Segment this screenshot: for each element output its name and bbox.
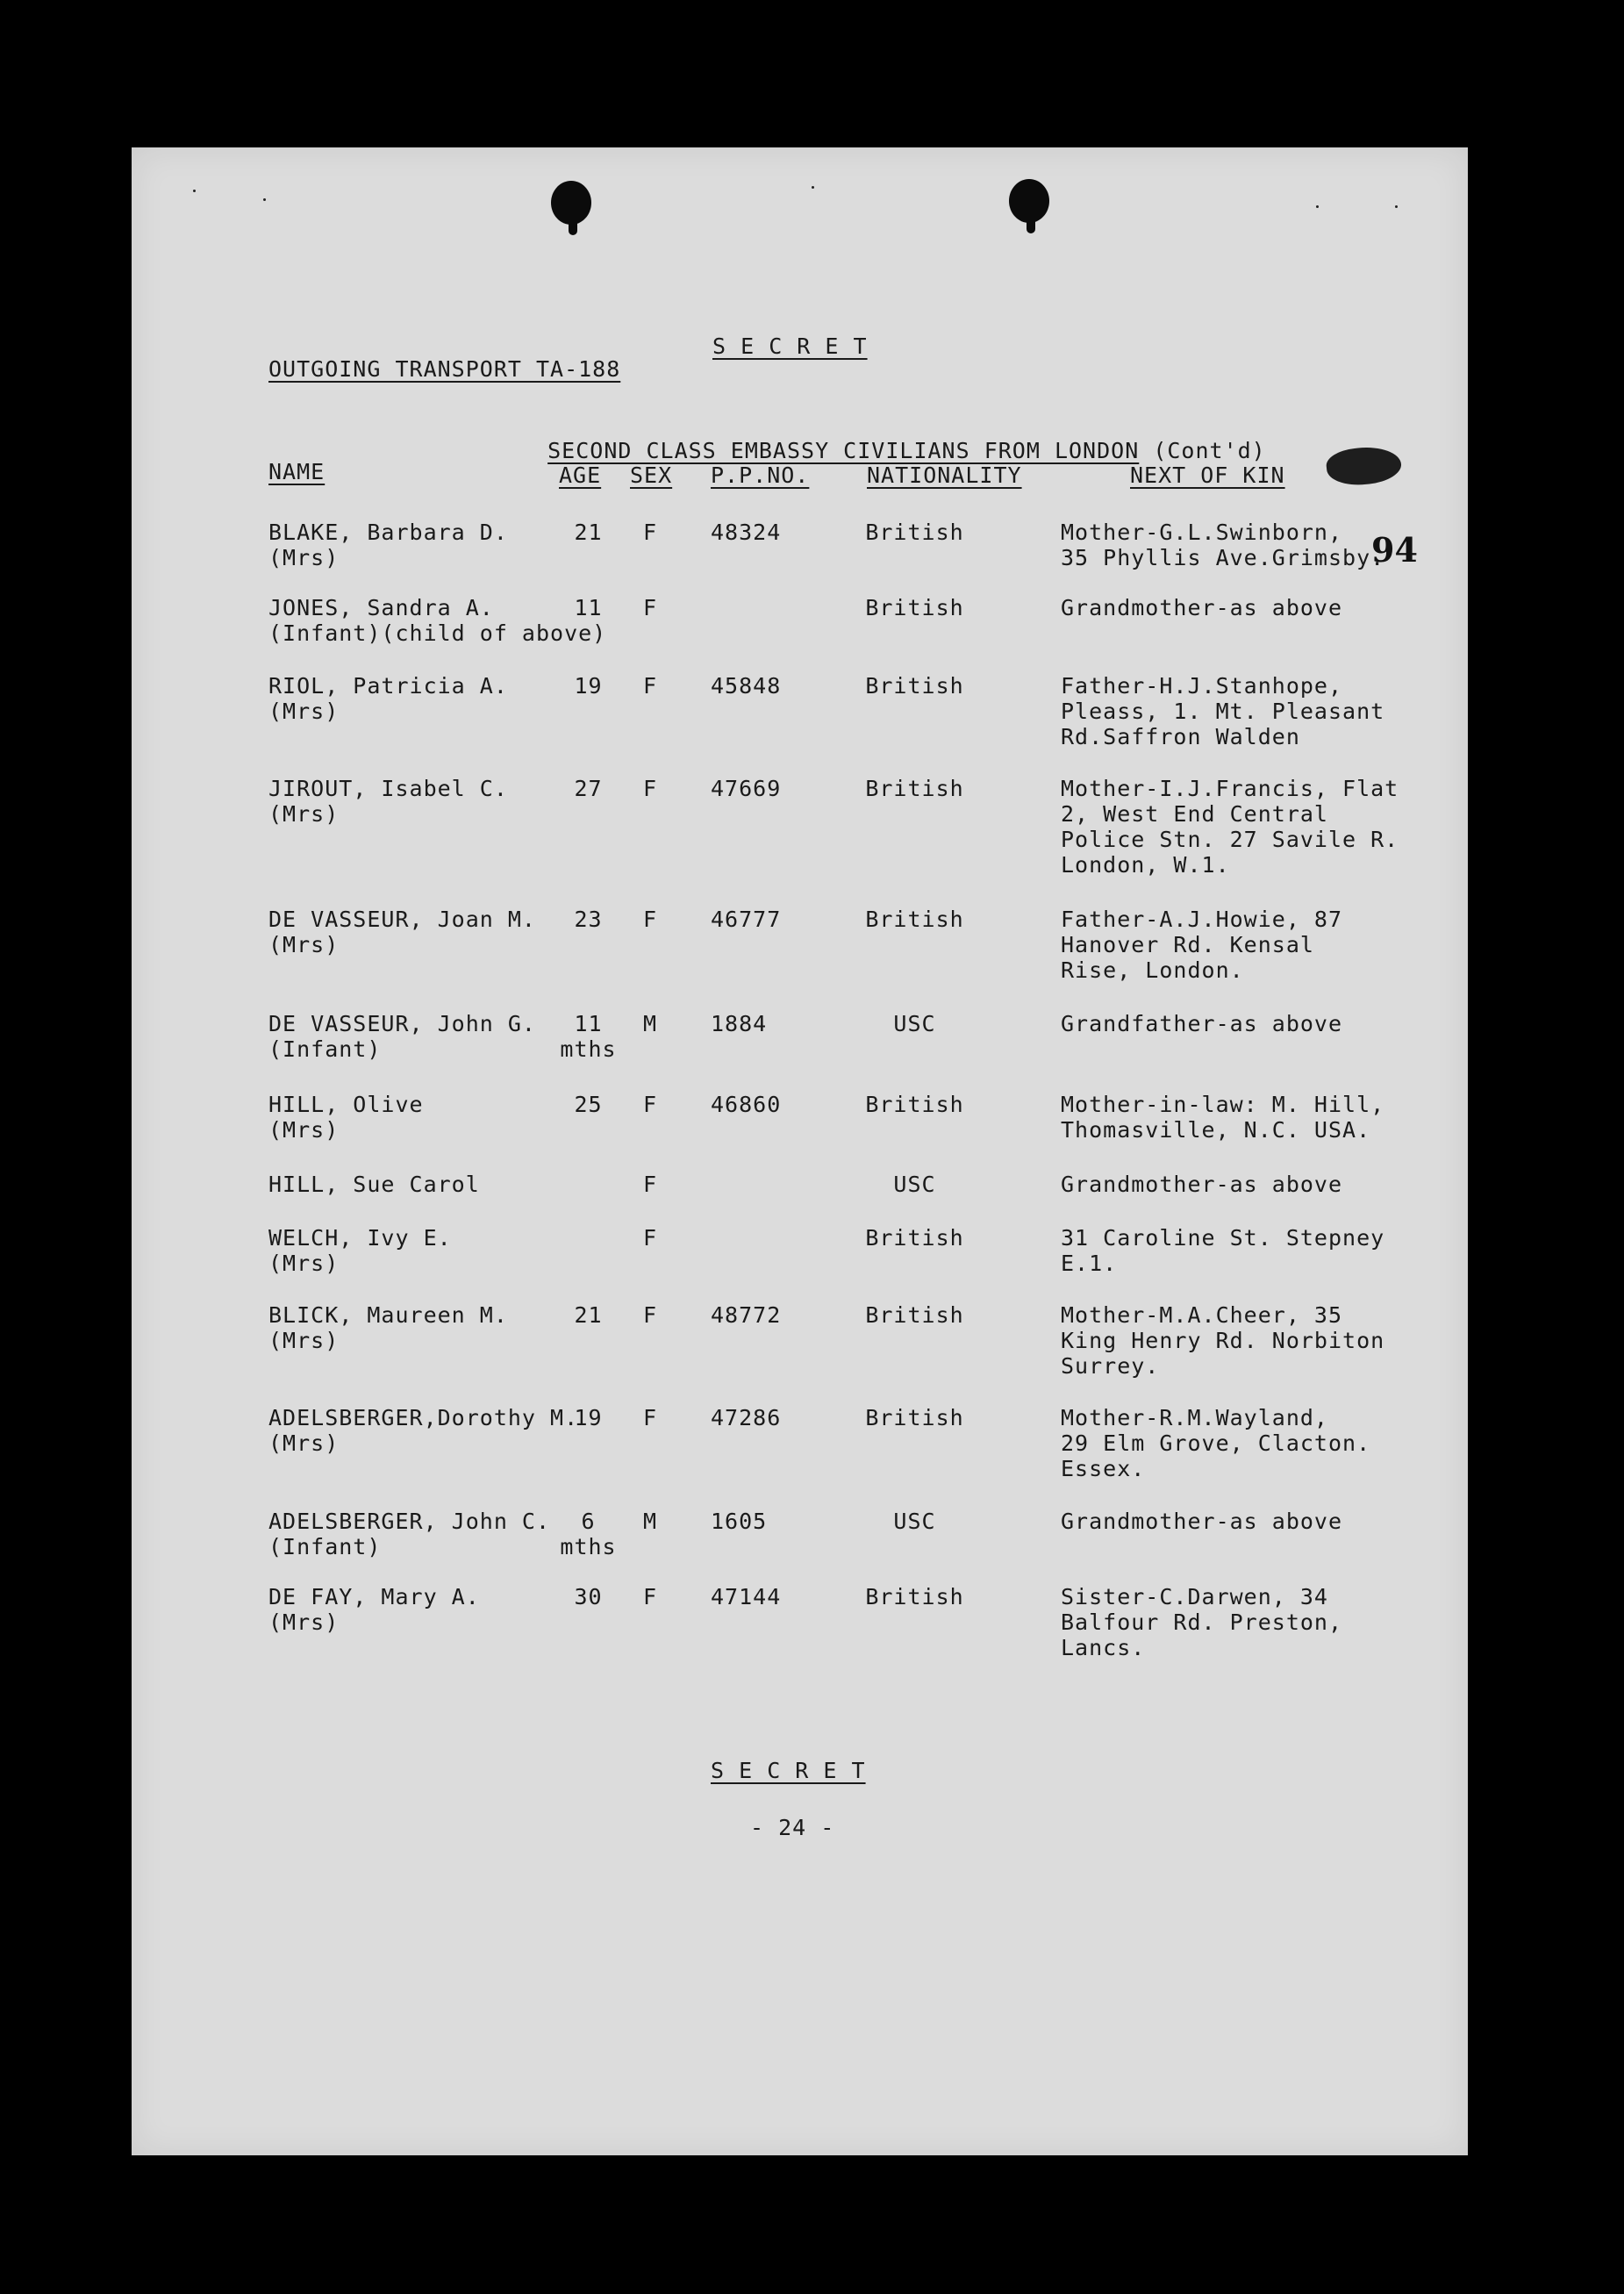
- cell-nationality: British: [865, 1302, 964, 1328]
- cell-line: (Mrs): [268, 545, 340, 570]
- cell-nationality: British: [865, 673, 964, 699]
- cell-line: 21: [574, 1302, 603, 1328]
- cell-name: [268, 673, 508, 724]
- cell-line: HILL, Olive: [268, 1092, 424, 1117]
- cell-line: Lancs.: [1061, 1635, 1146, 1660]
- cell-line: (Mrs): [268, 801, 340, 827]
- cell-name: [268, 1011, 536, 1062]
- cell-line: JONES, Sandra A.: [268, 595, 494, 620]
- header-sex: SEX: [630, 462, 673, 488]
- cell-next-of-kin: [1061, 520, 1384, 570]
- cell-line: Essex.: [1061, 1456, 1146, 1481]
- cell-pp-no: 47286: [711, 1405, 782, 1430]
- cell-line: RIOL, Patricia A.: [268, 673, 508, 699]
- speck: [812, 186, 814, 189]
- cell-line: (Mrs): [268, 699, 340, 724]
- cell-line: DE FAY, Mary A.: [268, 1584, 480, 1609]
- speck: [263, 198, 266, 201]
- cell-line: 6: [581, 1509, 596, 1534]
- cell-line: (Mrs): [268, 1328, 340, 1353]
- header-nationality: NATIONALITY: [867, 462, 1022, 488]
- cell-sex: F: [642, 1405, 658, 1430]
- cell-line: ADELSBERGER, John C.: [268, 1509, 551, 1534]
- cell-nationality: USC: [893, 1509, 936, 1534]
- speck: [193, 190, 196, 192]
- cell-line: (Mrs): [268, 1117, 340, 1143]
- cell-pp-no: 46777: [711, 907, 782, 932]
- cell-line: Pleass, 1. Mt. Pleasant: [1061, 699, 1385, 724]
- cell-name: [268, 776, 508, 827]
- cell-line: 35 Phyllis Ave.Grimsby.: [1061, 545, 1385, 570]
- cell-line: London, W.1.: [1061, 852, 1230, 878]
- cell-name: [268, 520, 508, 570]
- cell-next-of-kin: [1061, 1302, 1384, 1379]
- cell-line: 27: [574, 776, 603, 801]
- cell-name: [268, 1509, 550, 1559]
- cell-sex: F: [642, 595, 658, 620]
- cell-sex: F: [642, 907, 658, 932]
- cell-line: (Mrs): [268, 932, 340, 957]
- cell-nationality: British: [865, 776, 964, 801]
- cell-line: 11: [574, 1011, 603, 1036]
- cell-line: (Infant): [268, 1036, 382, 1062]
- cell-pp-no: 1605: [711, 1509, 768, 1534]
- cell-next-of-kin: [1061, 1172, 1342, 1197]
- cell-line: Rd.Saffron Walden: [1061, 724, 1300, 749]
- cell-line: Grandfather-as above: [1061, 1011, 1343, 1036]
- cell-next-of-kin: [1061, 1011, 1342, 1036]
- cell-age: [551, 673, 626, 699]
- page-number: - 24 -: [750, 1815, 835, 1840]
- cell-next-of-kin: [1061, 1225, 1384, 1276]
- cell-pp-no: 48324: [711, 520, 782, 545]
- cell-age: [551, 1584, 626, 1609]
- cell-line: Police Stn. 27 Savile R.: [1061, 827, 1399, 852]
- classification-header: S E C R E T: [712, 333, 868, 359]
- cell-line: Grandmother-as above: [1061, 1509, 1343, 1534]
- cell-line: Mother-in-law: M. Hill,: [1061, 1092, 1385, 1117]
- cell-sex: F: [642, 1584, 658, 1609]
- cell-nationality: British: [865, 1092, 964, 1117]
- cell-line: Hanover Rd. Kensal: [1061, 932, 1314, 957]
- cell-line: BLAKE, Barbara D.: [268, 520, 508, 545]
- cell-line: Grandmother-as above: [1061, 1172, 1343, 1197]
- punch-hole-right: [1009, 179, 1049, 223]
- cell-line: DE VASSEUR, Joan M.: [268, 907, 536, 932]
- cell-pp-no: 1884: [711, 1011, 768, 1036]
- folio-stamp-number: 94: [1371, 530, 1418, 570]
- cell-age: [551, 520, 626, 545]
- cell-line: 19: [574, 673, 603, 699]
- cell-next-of-kin: [1061, 907, 1342, 983]
- cell-pp-no: 46860: [711, 1092, 782, 1117]
- cell-sex: F: [642, 1302, 658, 1328]
- speck: [1316, 205, 1319, 208]
- cell-next-of-kin: [1061, 1092, 1384, 1143]
- cell-nationality: British: [865, 520, 964, 545]
- cell-line: Mother-R.M.Wayland,: [1061, 1405, 1328, 1430]
- cell-name: [268, 1405, 578, 1456]
- cell-sex: M: [642, 1011, 658, 1036]
- header-age: AGE: [559, 462, 602, 488]
- cell-line: HILL, Sue Carol: [268, 1172, 480, 1197]
- punch-hole-left: [551, 181, 591, 225]
- cell-next-of-kin: [1061, 673, 1384, 749]
- cell-age: [551, 1092, 626, 1117]
- cell-pp-no: 45848: [711, 673, 782, 699]
- cell-line: JIROUT, Isabel C.: [268, 776, 508, 801]
- transport-title: OUTGOING TRANSPORT TA-188: [268, 356, 621, 382]
- cell-line: ADELSBERGER,Dorothy M.: [268, 1405, 579, 1430]
- cell-line: 23: [574, 907, 603, 932]
- cell-line: (Mrs): [268, 1609, 340, 1635]
- cell-line: Mother-I.J.Francis, Flat: [1061, 776, 1399, 801]
- header-name: NAME: [268, 459, 326, 484]
- cell-line: mths: [560, 1036, 617, 1062]
- cell-line: E.1.: [1061, 1251, 1118, 1276]
- cell-next-of-kin: [1061, 776, 1399, 878]
- cell-age: [551, 1405, 626, 1430]
- cell-next-of-kin: [1061, 1509, 1342, 1534]
- section-subtitle-suffix: (Cont'd): [1153, 438, 1266, 463]
- cell-line: 2, West End Central: [1061, 801, 1328, 827]
- cell-age: [551, 907, 626, 932]
- cell-line: 31 Caroline St. Stepney: [1061, 1225, 1385, 1251]
- cell-line: Surrey.: [1061, 1353, 1160, 1379]
- cell-sex: F: [642, 1172, 658, 1197]
- cell-name: [268, 907, 536, 957]
- cell-name: [268, 1302, 508, 1353]
- cell-line: Sister-C.Darwen, 34: [1061, 1584, 1328, 1609]
- cell-line: 25: [574, 1092, 603, 1117]
- cell-age: [551, 1011, 626, 1062]
- cell-line: King Henry Rd. Norbiton: [1061, 1328, 1385, 1353]
- cell-line: Grandmother-as above: [1061, 595, 1343, 620]
- cell-line: (Mrs): [268, 1430, 340, 1456]
- cell-line: (Infant)(child of above): [268, 620, 607, 646]
- cell-age: [551, 776, 626, 801]
- cell-line: 11: [574, 595, 603, 620]
- classification-footer: S E C R E T: [711, 1758, 866, 1783]
- cell-sex: F: [642, 673, 658, 699]
- cell-sex: F: [642, 1225, 658, 1251]
- speck: [1395, 205, 1398, 208]
- cell-name: [268, 1584, 480, 1635]
- cell-pp-no: 47144: [711, 1584, 782, 1609]
- cell-pp-no: 47669: [711, 776, 782, 801]
- cell-line: Mother-M.A.Cheer, 35: [1061, 1302, 1343, 1328]
- cell-nationality: USC: [893, 1172, 936, 1197]
- cell-line: Father-A.J.Howie, 87: [1061, 907, 1343, 932]
- cell-next-of-kin: [1061, 1405, 1370, 1481]
- cell-sex: F: [642, 776, 658, 801]
- cell-next-of-kin: [1061, 1584, 1342, 1660]
- cell-name: [268, 1225, 452, 1276]
- cell-line: (Mrs): [268, 1251, 340, 1276]
- cell-line: WELCH, Ivy E.: [268, 1225, 452, 1251]
- cell-line: DE VASSEUR, John G.: [268, 1011, 536, 1036]
- cell-sex: F: [642, 520, 658, 545]
- section-subtitle-text: SECOND CLASS EMBASSY CIVILIANS FROM LONDON: [547, 438, 1140, 463]
- cell-nationality: British: [865, 595, 964, 620]
- cell-line: Rise, London.: [1061, 957, 1244, 983]
- cell-age: [551, 595, 626, 620]
- cell-line: 29 Elm Grove, Clacton.: [1061, 1430, 1371, 1456]
- cell-line: BLICK, Maureen M.: [268, 1302, 508, 1328]
- cell-age: [551, 1509, 626, 1559]
- cell-line: 30: [574, 1584, 603, 1609]
- cell-line: Balfour Rd. Preston,: [1061, 1609, 1343, 1635]
- cell-line: 21: [574, 520, 603, 545]
- cell-next-of-kin: [1061, 595, 1342, 620]
- section-subtitle: [519, 412, 1266, 463]
- header-pp-no: P.P.NO.: [711, 462, 810, 488]
- cell-name: [268, 1092, 424, 1143]
- cell-sex: F: [642, 1092, 658, 1117]
- cell-line: (Infant): [268, 1534, 382, 1559]
- cell-sex: M: [642, 1509, 658, 1534]
- cell-nationality: British: [865, 907, 964, 932]
- cell-pp-no: 48772: [711, 1302, 782, 1328]
- cell-line: Mother-G.L.Swinborn,: [1061, 520, 1343, 545]
- cell-nationality: British: [865, 1225, 964, 1251]
- cell-nationality: USC: [893, 1011, 936, 1036]
- cell-name: [268, 1172, 480, 1197]
- cell-line: Father-H.J.Stanhope,: [1061, 673, 1343, 699]
- cell-nationality: British: [865, 1405, 964, 1430]
- header-next-of-kin: NEXT OF KIN: [1130, 462, 1285, 488]
- cell-age: [551, 1302, 626, 1328]
- cell-line: mths: [560, 1534, 617, 1559]
- cell-nationality: British: [865, 1584, 964, 1609]
- cell-line: Thomasville, N.C. USA.: [1061, 1117, 1371, 1143]
- cell-line: 19: [574, 1405, 603, 1430]
